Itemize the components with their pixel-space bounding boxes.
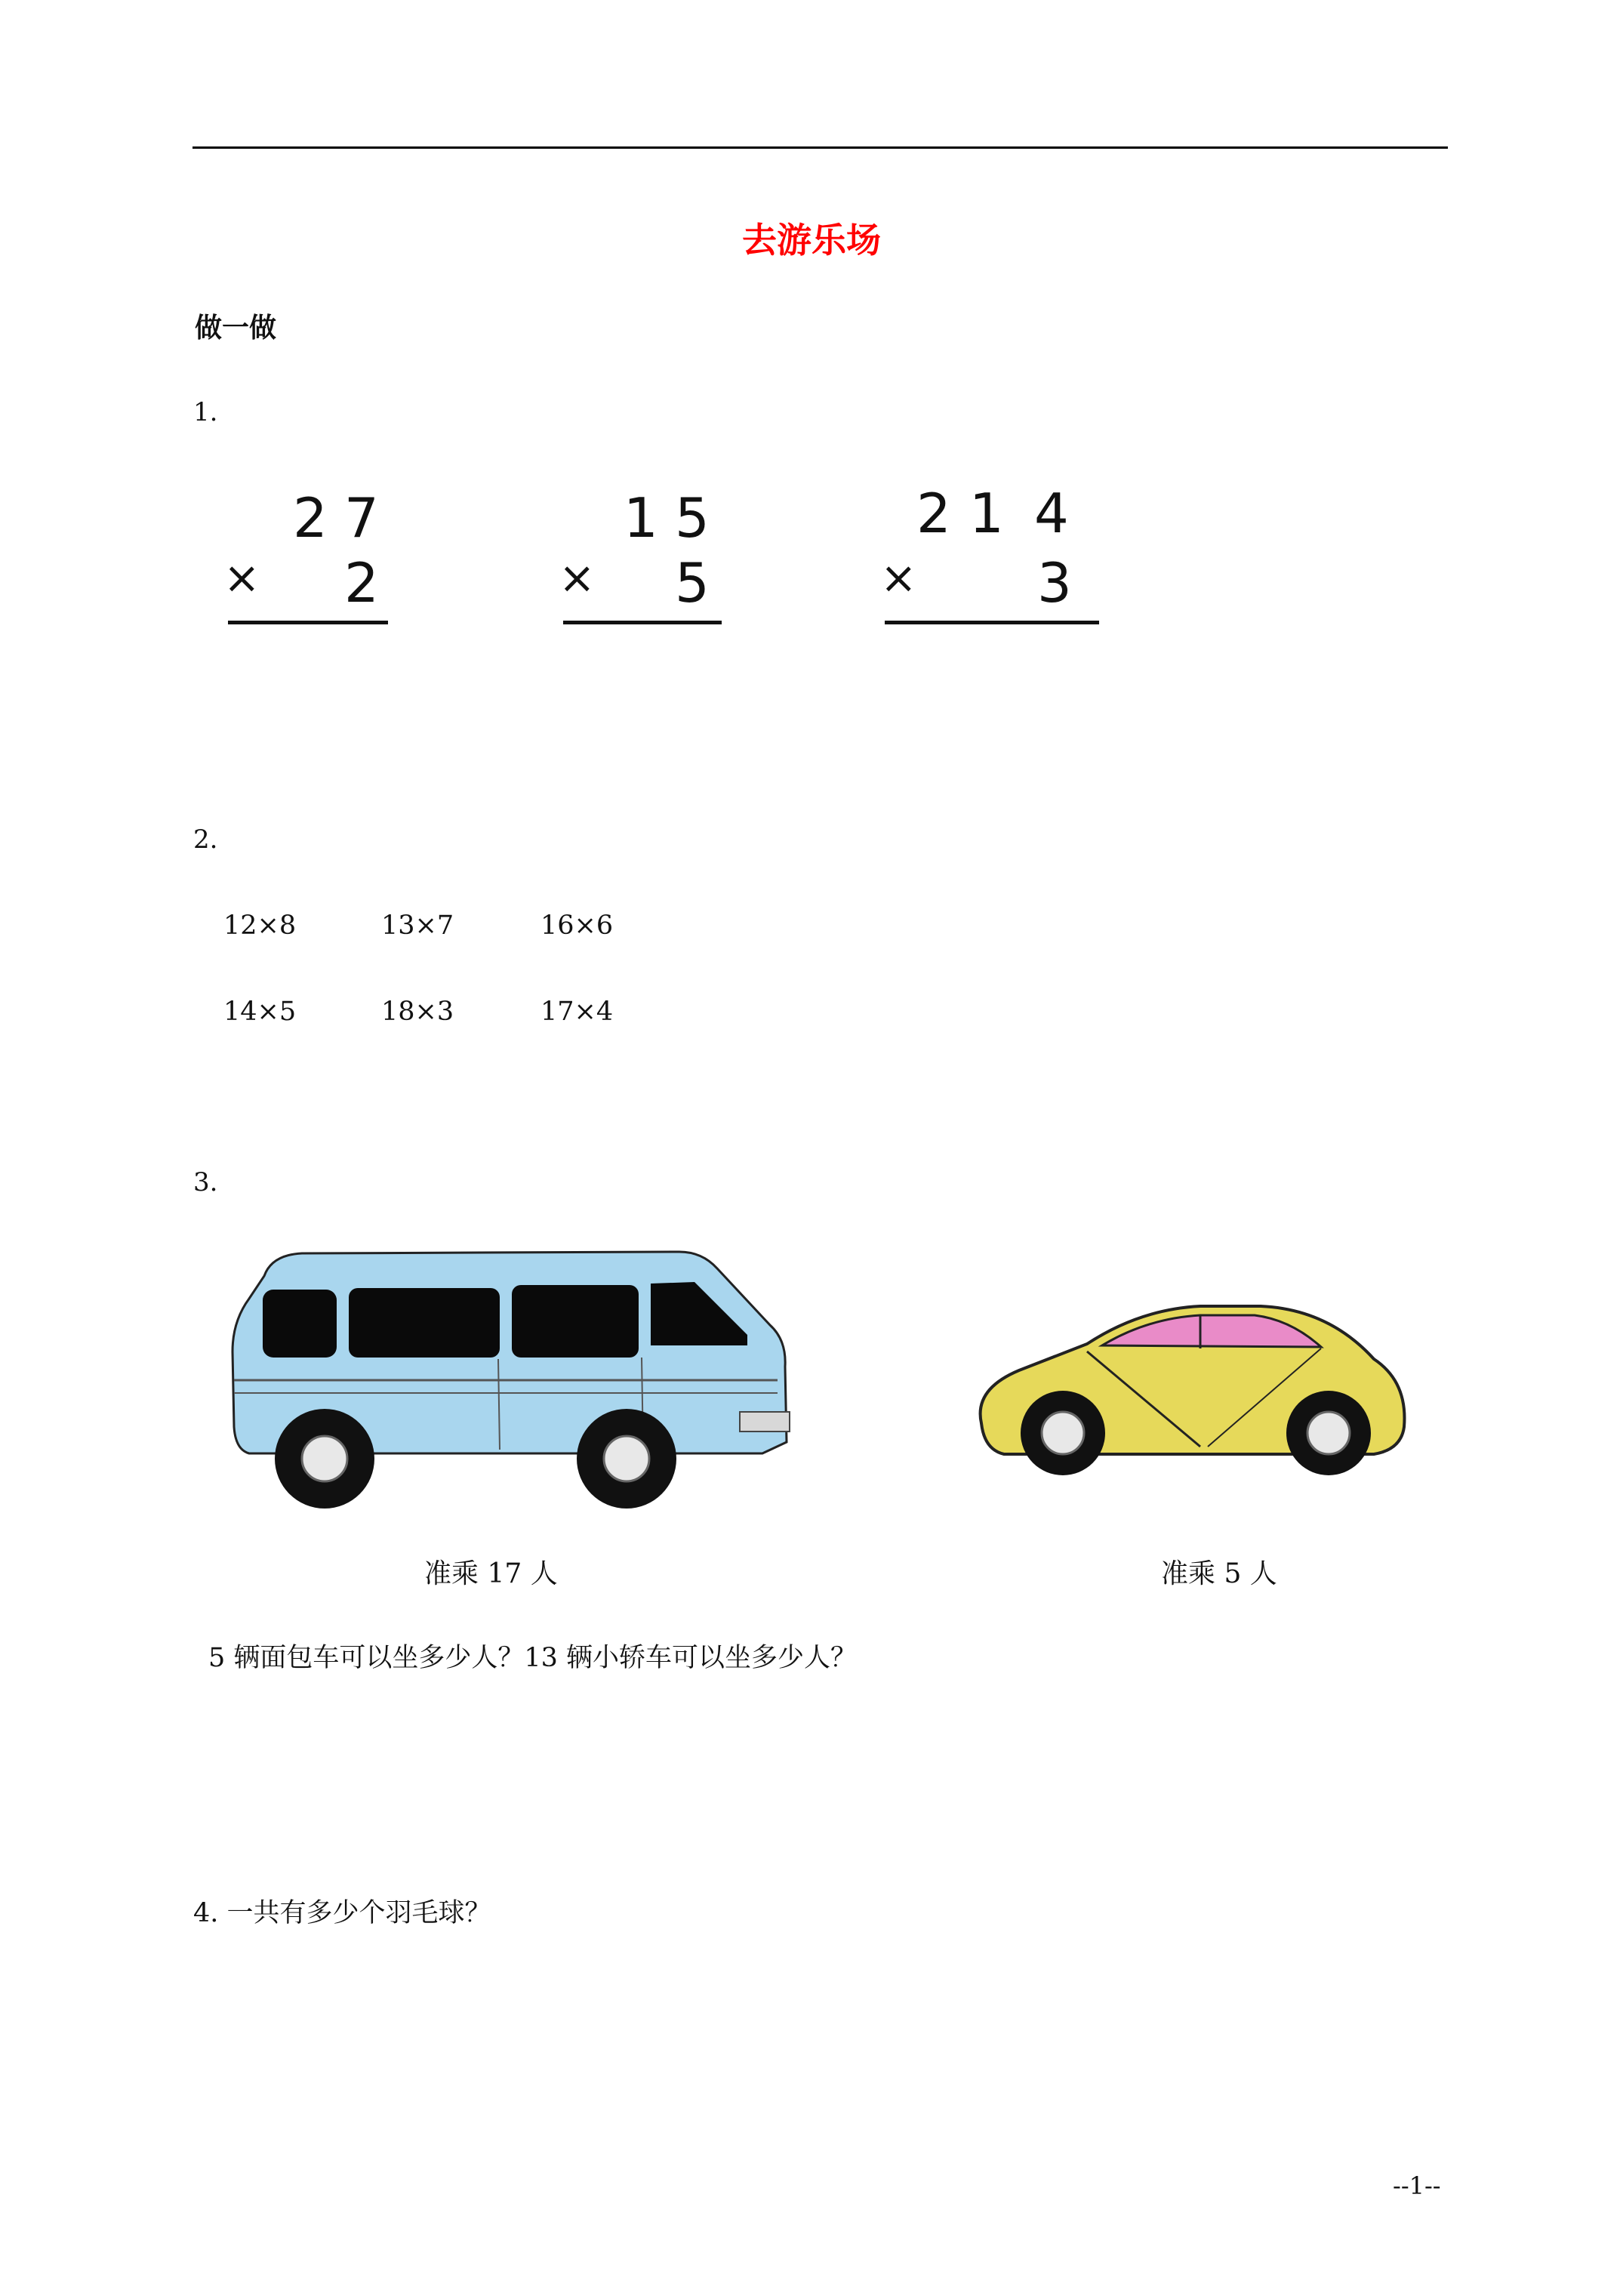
q2-number: 2.	[193, 824, 218, 855]
expression: 13×7	[381, 911, 454, 941]
digit: 2	[344, 551, 379, 615]
q4-question: 4. 一共有多少个羽毛球？	[193, 1898, 491, 1928]
digit: 2	[916, 482, 951, 545]
digit: 3	[1037, 551, 1072, 615]
digit: 1	[624, 486, 658, 550]
vertical-multiplication-2	[554, 486, 735, 642]
car-caption: 准乘 5 人	[1161, 1558, 1277, 1589]
answer-line	[885, 621, 1099, 624]
answer-line	[228, 621, 388, 624]
vertical-multiplication-1	[223, 486, 405, 642]
section-heading: 做一做	[195, 312, 277, 344]
expression: 16×6	[540, 911, 614, 941]
q1-number: 1.	[193, 397, 218, 427]
answer-line	[563, 621, 722, 624]
digit: 7	[344, 486, 379, 550]
expression: 14×5	[223, 997, 297, 1027]
q3-number: 3.	[193, 1167, 218, 1197]
digit: 5	[675, 486, 710, 550]
car-image	[974, 1299, 1412, 1487]
expression: 18×3	[381, 997, 454, 1027]
header-rule	[192, 146, 1448, 149]
times-sign: ×	[223, 552, 260, 603]
times-sign: ×	[880, 552, 917, 603]
page-title: 去游乐场	[742, 220, 881, 260]
digit: 1	[969, 482, 1004, 545]
van-image	[219, 1238, 793, 1518]
van-caption: 准乘 17 人	[424, 1558, 558, 1589]
digit: 4	[1034, 482, 1069, 545]
expression: 12×8	[223, 911, 297, 941]
vertical-multiplication-3	[876, 482, 1102, 642]
times-sign: ×	[559, 552, 596, 603]
digit: 2	[293, 486, 328, 550]
expression: 17×4	[540, 997, 614, 1027]
page-number: --1--	[1393, 2171, 1441, 2200]
q3-question: 5 辆面包车可以坐多少人？13 辆小轿车可以坐多少人？	[208, 1643, 858, 1673]
digit: 5	[675, 551, 710, 615]
